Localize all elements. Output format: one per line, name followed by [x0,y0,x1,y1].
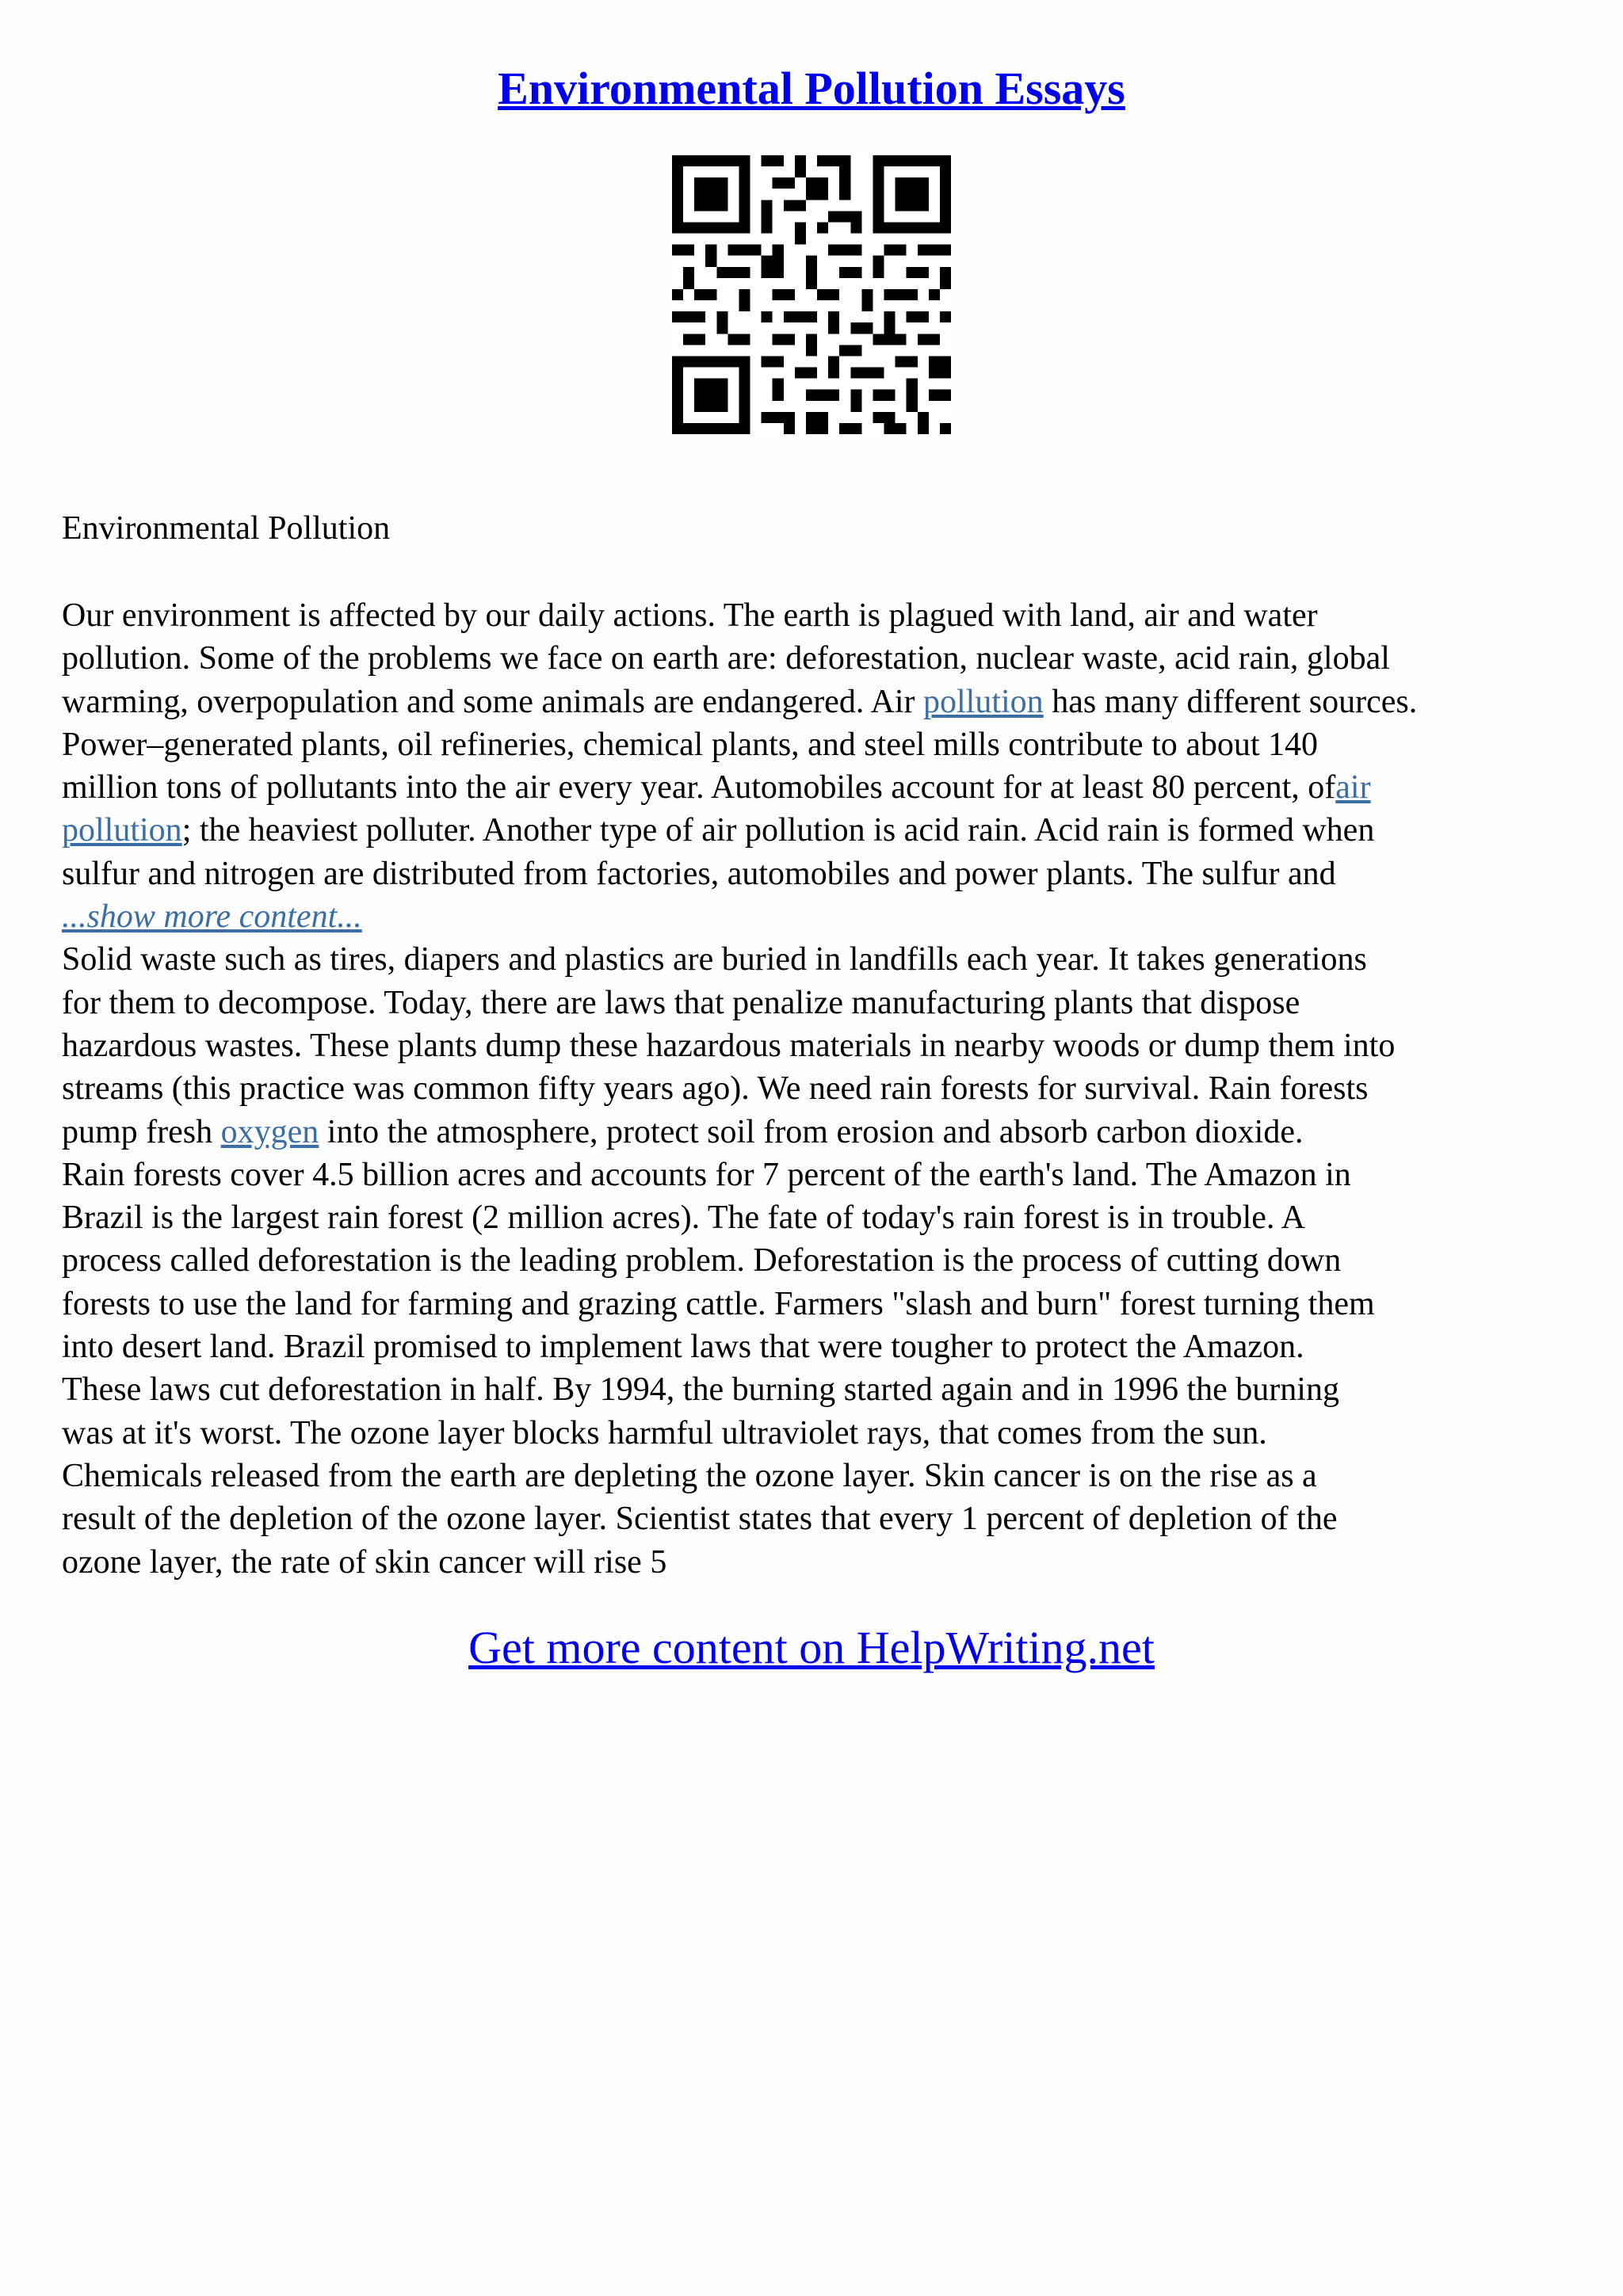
text-line: These laws cut deforestation in half. By 1994, the burning started again and in 1996 the burning [62,1371,1339,1409]
text-segment: million tons of pollutants into the air every year. Automobiles account for at least 80 percent, of [62,769,1336,807]
text-line [62,766,1568,809]
text-line [62,681,1568,723]
text-line: process called deforestation is the leading problem. Deforestation is the process of cutting down [62,1242,1342,1280]
text-line: Rain forests cover 4.5 billion acres and accounts for 7 percent of the earth's land. The Amazon in [62,1156,1351,1193]
oxygen-link[interactable]: oxygen [220,1113,319,1150]
text-line: forests to use the land for farming and grazing cattle. Farmers "slash and burn" forest turning them [62,1285,1375,1322]
air-pollution-link[interactable]: air [1335,769,1371,807]
air-pollution-link-continued[interactable]: pollution [62,812,182,849]
text-line: hazardous wastes. These plants dump these hazardous materials in nearby woods or dump them into [62,1027,1396,1064]
text-line: result of the depletion of the ozone layer. Scientist states that every 1 percent of depletion of the [62,1501,1338,1538]
text-line: into desert land. Brazil promised to implement laws that were tougher to protect the Amazon. [62,1329,1304,1366]
text-line: Brazil is the largest rain forest (2 million acres). The fate of today's rain forest is in trouble. A [62,1199,1305,1237]
show-more-link[interactable]: ...show more content... [62,898,362,936]
text-segment: into the atmosphere, protect soil from erosion and absorb carbon dioxide. [319,1113,1304,1150]
essay-body [62,594,1568,1584]
paragraph-main [62,938,1568,1583]
footer [0,1620,1623,1676]
text-segment: pump fresh [62,1113,221,1150]
text-line: Our environment is affected by our daily actions. The earth is plagued with land, air and water [62,597,1318,634]
paragraph-intro [62,594,1568,938]
text-line [62,809,1568,852]
helpwriting-link[interactable]: Get more content on HelpWriting.net [468,1622,1155,1673]
page-title [0,57,1623,120]
qr-code-icon [672,155,951,434]
text-line: Power–generated plants, oil refineries, chemical plants, and steel mills contribute to about 140 [62,726,1319,763]
essay-heading: Environmental Pollution [62,510,391,547]
text-line: streams (this practice was common fifty years ago). We need rain forests for survival. Rain forests [62,1070,1369,1108]
text-line [62,1111,1568,1154]
text-line: ozone layer, the rate of skin cancer will rise 5 [62,1543,667,1581]
text-line: was at it's worst. The ozone layer blocks harmful ultraviolet rays, that comes from the sun. [62,1414,1267,1451]
title-link[interactable]: Environmental Pollution Essays [498,63,1125,114]
text-segment: ; the heaviest polluter. Another type of air pollution is acid rain. Acid rain is formed when [181,812,1375,849]
text-segment: warming, overpopulation and some animals are endangered. Air [62,683,923,720]
text-line: sulfur and nitrogen are distributed from factories, automobiles and power plants. The sulfur and [62,855,1336,892]
text-line: Chemicals released from the earth are depleting the ozone layer. Skin cancer is on the rise as a [62,1457,1317,1494]
text-line [62,895,1568,938]
text-line: pollution. Some of the problems we face on earth are: deforestation, nuclear waste, acid rain, global [62,640,1390,677]
pollution-link[interactable]: pollution [923,683,1044,720]
text-line: Solid waste such as tires, diapers and plastics are buried in landfills each year. It takes generations [62,941,1367,978]
text-line: for them to decompose. Today, there are laws that penalize manufacturing plants that dispose [62,984,1300,1021]
text-segment: has many different sources. [1043,683,1418,720]
